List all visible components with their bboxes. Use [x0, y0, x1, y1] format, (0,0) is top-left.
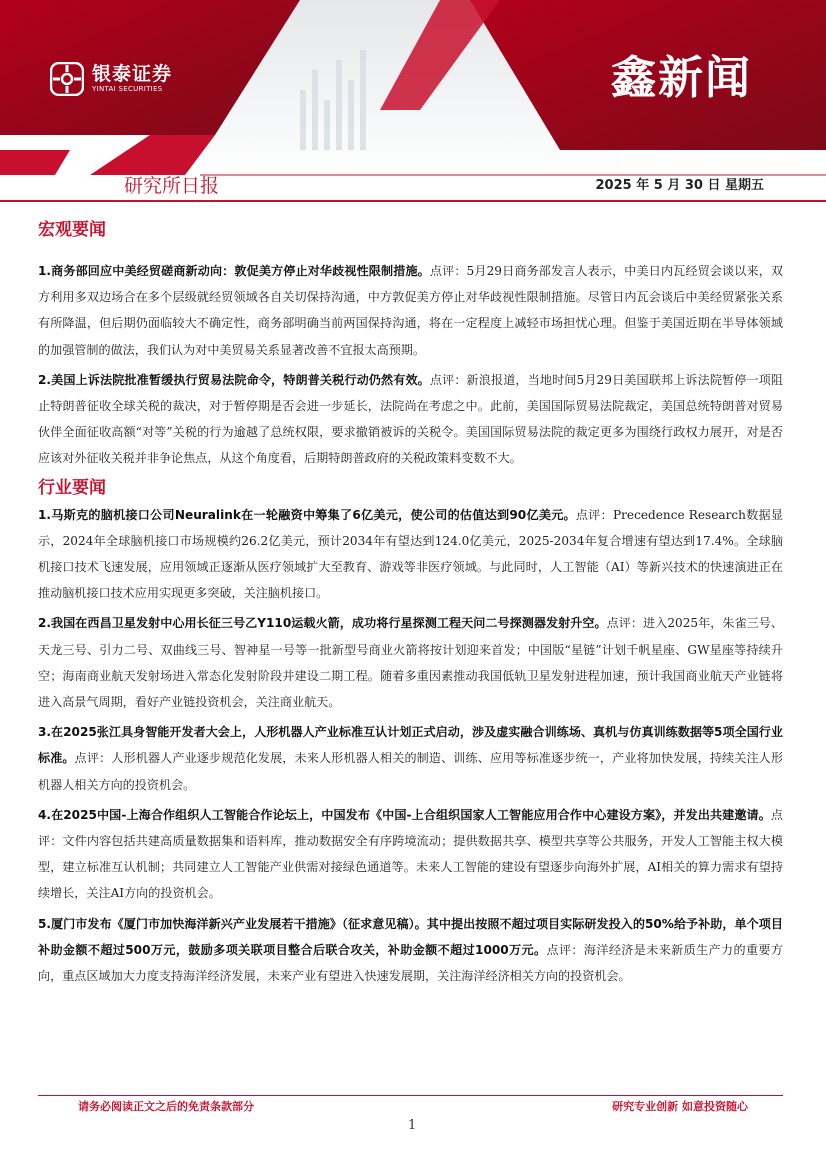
footer-slogan: 研究专业创新 如意投资随心	[612, 1100, 748, 1113]
section-title-macro: 宏观要闻	[38, 220, 106, 240]
footer-disclaimer: 请务必阅读正文之后的免责条款部分	[78, 1100, 254, 1113]
news-comment: 点评：海洋经济是未来新质生产力的重要方向，重点区域加大力度支持海洋经济发展，未来产业有望进入快速发展期，关注海洋经济相关方向的投资机会。	[38, 942, 783, 984]
news-headline: 1.马斯克的脑机接口公司Neuralink在一轮融资中筹集了6亿美元，使公司的估值达到90亿美元。	[38, 507, 576, 522]
news-headline: 4.在2025中国-上海合作组织人工智能合作论坛上，中国发布《中国-上合组织国家人工智能应用合作中心建设方案》，并发出共建邀请。	[38, 807, 771, 822]
news-comment: 点评：进入2025年，朱雀三号、天龙三号、引力二号、双曲线三号、智神星一号等一批新型号商业火箭将按计划迎来首发；中国版“星链”计划千帆星座、GW星座等持续升空；海南商业航天发射场进入常态化发射阶段并建设二期工程。随着多重因素推动我国低轨卫星发射进程加速，预计我国商业航天产业链将进入高景气周期，看好产业链投资机会，关注商业航天。	[38, 616, 784, 710]
news-item	[38, 367, 783, 472]
news-comment: 点评：Precedence Research数据显示，2024年全球脑机接口市场规模约26.2亿美元，预计2034年有望达到124.0亿美元，2025-2034年复合增速有望达到17.4%。全球脑机接口技术飞速发展，应用领域正逐渐从医疗领域扩大至教育、游戏等非医疗领域。与此同时，人工智能（AI）等新兴技术的快速演进正在推动脑机接口技术应用实现更多突破，关注脑机接口。	[38, 507, 783, 601]
news-headline: 2.美国上诉法院批准暂缓执行贸易法院命令，特朗普关税行动仍然有效。	[38, 372, 430, 387]
section-title-industry: 行业要闻	[38, 477, 106, 498]
news-item	[38, 258, 783, 363]
newsletter-title: 鑫新闻	[610, 51, 752, 104]
news-item	[38, 802, 783, 907]
news-headline: 1.商务部回应中美经贸磋商新动向：敦促美方停止对华歧视性限制措施。	[38, 264, 430, 278]
news-comment: 点评：文件内容包括共建高质量数据集和语料库，推动数据安全有序跨境流动；提供数据共享、模型共享等公共服务，开发人工智能主权大模型，建立标准互认机制；共同建立人工智能产业供需对接绿色通道等。未来人工智能的建设有望逐步向海外扩展，AI相关的算力需求有望持续增长，关注AI方向的投资机会。	[38, 807, 783, 901]
report-date: 2025 年 5 月 30 日 星期五	[595, 178, 764, 193]
news-item	[38, 719, 783, 798]
news-headline: 5.厦门市发布《厦门市加快海洋新兴产业发展若干措施》（征求意见稿）。其中提出按照不超过项目实际研发投入的50%给予补助，单个项目补助金额不超过500万元，鼓励多项关联项目整合后联合攻关，补助金额不超过1000万元。	[38, 916, 783, 957]
logo-name-en: YINTAI SECURITIES	[92, 85, 163, 93]
report-body	[38, 218, 783, 993]
logo-icon	[50, 62, 84, 96]
footer-divider	[38, 1095, 783, 1096]
news-headline: 2.我国在西昌卫星发射中心用长征三号乙Y110运载火箭，成功将行星探测工程天问二号探测器发射升空。	[38, 616, 607, 631]
news-comment: 点评：新浪报道，当地时间5月29日美国联邦上诉法院暂停一项阻止特朗普征收全球关税的裁决，对于暂停期是否会进一步延长，法院尚在考虑之中。此前，美国国际贸易法院裁定，美国总统特朗普对贸易伙伴全面征收高额“对等”关税的行为逾越了总统权限，要求撤销被诉的关税令。美国国际贸易法院的裁定更多为围绕行政权力展开，对是否应该对外征收关税并非争论焦点，从这个角度看，后期特朗普政府的关税政策料变数不大。	[38, 372, 784, 466]
news-item	[38, 610, 783, 715]
report-header	[0, 0, 826, 200]
news-comment: 点评：5月29日商务部发言人表示，中美日内瓦经贸会谈以来，双方利用多双边场合在多个层级就经贸领域各自关切保持沟通，中方敦促美方停止对华歧视性限制措施。尽管日内瓦会谈后中美经贸紧张关系有所降温，但后期仍面临较大不确定性，商务部明确当前两国保持沟通，将在一定程度上减轻市场担忧心理。但鉴于美国近期在半导体领域的加强管制的做法，我们认为对中美贸易关系显著改善不宜报太高预期。	[38, 264, 784, 357]
news-headline: 3.在2025张江具身智能开发者大会上，人形机器人产业标准互认计划正式启动，涉及虚实融合训练场、真机与仿真训练数据等5项全国行业标准。	[38, 725, 783, 766]
news-item	[38, 502, 783, 607]
report-name: 研究所日报	[124, 175, 220, 197]
header-divider	[0, 200, 826, 202]
logo-name-cn: 银泰证券	[92, 63, 173, 85]
company-logo	[50, 62, 172, 96]
page-number: 1	[408, 1118, 417, 1133]
news-comment: 点评：人形机器人产业逐步规范化发展，未来人形机器人相关的制造、训练、应用等标准逐步统一，产业将加快发展，持续关注人形机器人相关方向的投资机会。	[38, 751, 783, 792]
news-item	[38, 911, 783, 990]
